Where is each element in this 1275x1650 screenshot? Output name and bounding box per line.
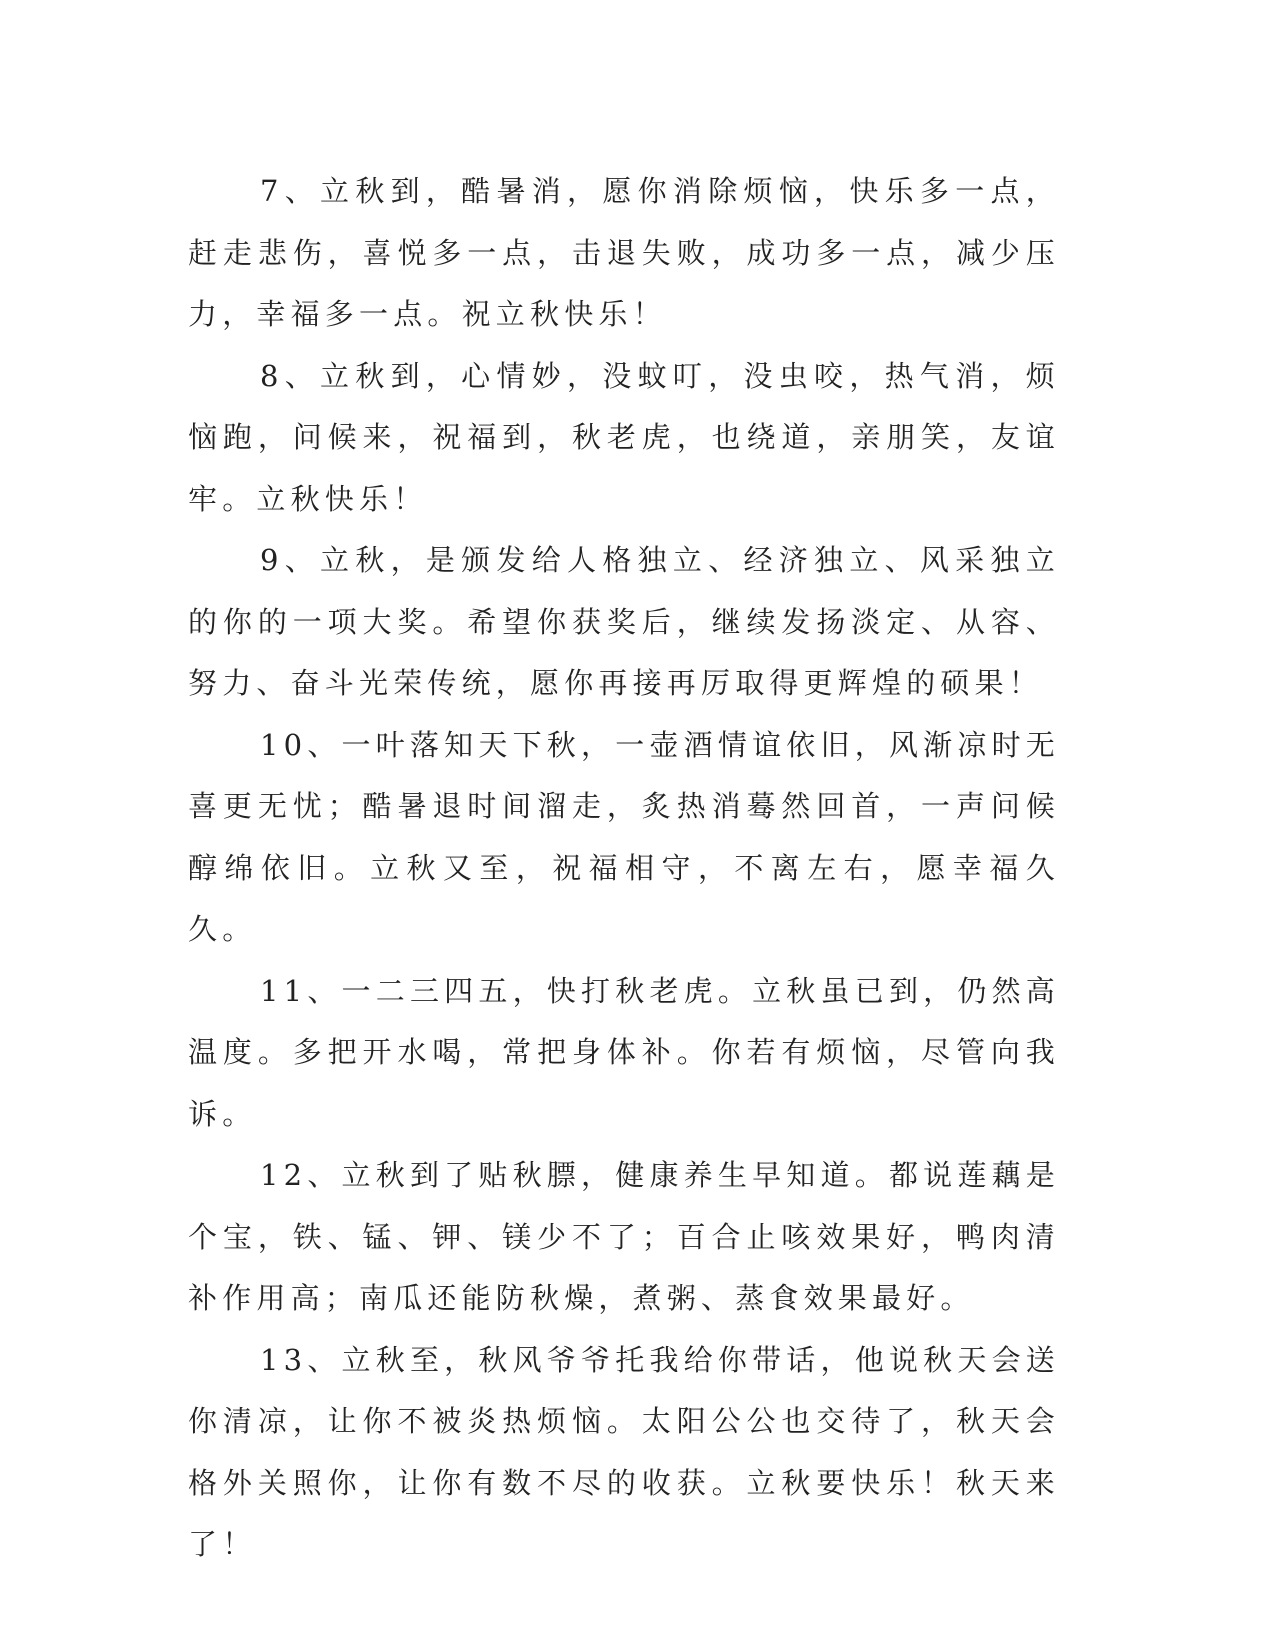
paragraph-11: 11、一二三四五，快打秋老虎。立秋虽已到，仍然高温度。多把开水喝，常把身体补。你若有烦恼，尽管向我诉。 (188, 973, 1060, 1131)
paragraph-9: 9、立秋，是颁发给人格独立、经济独立、风采独立的你的一项大奖。希望你获奖后，继续发扬淡定、从容、努力、奋斗光荣传统，愿你再接再厉取得更辉煌的硕果！ (188, 543, 1060, 700)
paragraph-13: 13、立秋至，秋风爷爷托我给你带话，他说秋天会送你清凉，让你不被炎热烦恼。太阳公公也交待了，秋天会格外关照你，让你有数不尽的收获。立秋要快乐！秋天来了！ (188, 1342, 1060, 1561)
paragraph-12: 12、立秋到了贴秋膘，健康养生早知道。都说莲藕是个宝，铁、锰、钾、镁少不了；百合止咳效果好，鸭肉清补作用高；南瓜还能防秋燥，煮粥、蒸食效果最好。 (188, 1158, 1060, 1315)
document-body (188, 161, 1060, 1576)
paragraph-10: 10、一叶落知天下秋，一壶酒情谊依旧，风渐凉时无喜更无忧；酷暑退时间溜走，炙热消蓦然回首，一声问候醇绵依旧。立秋又至，祝福相守，不离左右，愿幸福久久。 (188, 727, 1060, 946)
paragraph-7: 7、立秋到，酷暑消，愿你消除烦恼，快乐多一点，赶走悲伤，喜悦多一点，击退失败，成功多一点，减少压力，幸福多一点。祝立秋快乐！ (188, 174, 1060, 331)
paragraph-8: 8、立秋到，心情妙，没蚊叮，没虫咬，热气消，烦恼跑，问候来，祝福到，秋老虎，也绕道，亲朋笑，友谊牢。立秋快乐！ (188, 358, 1060, 516)
